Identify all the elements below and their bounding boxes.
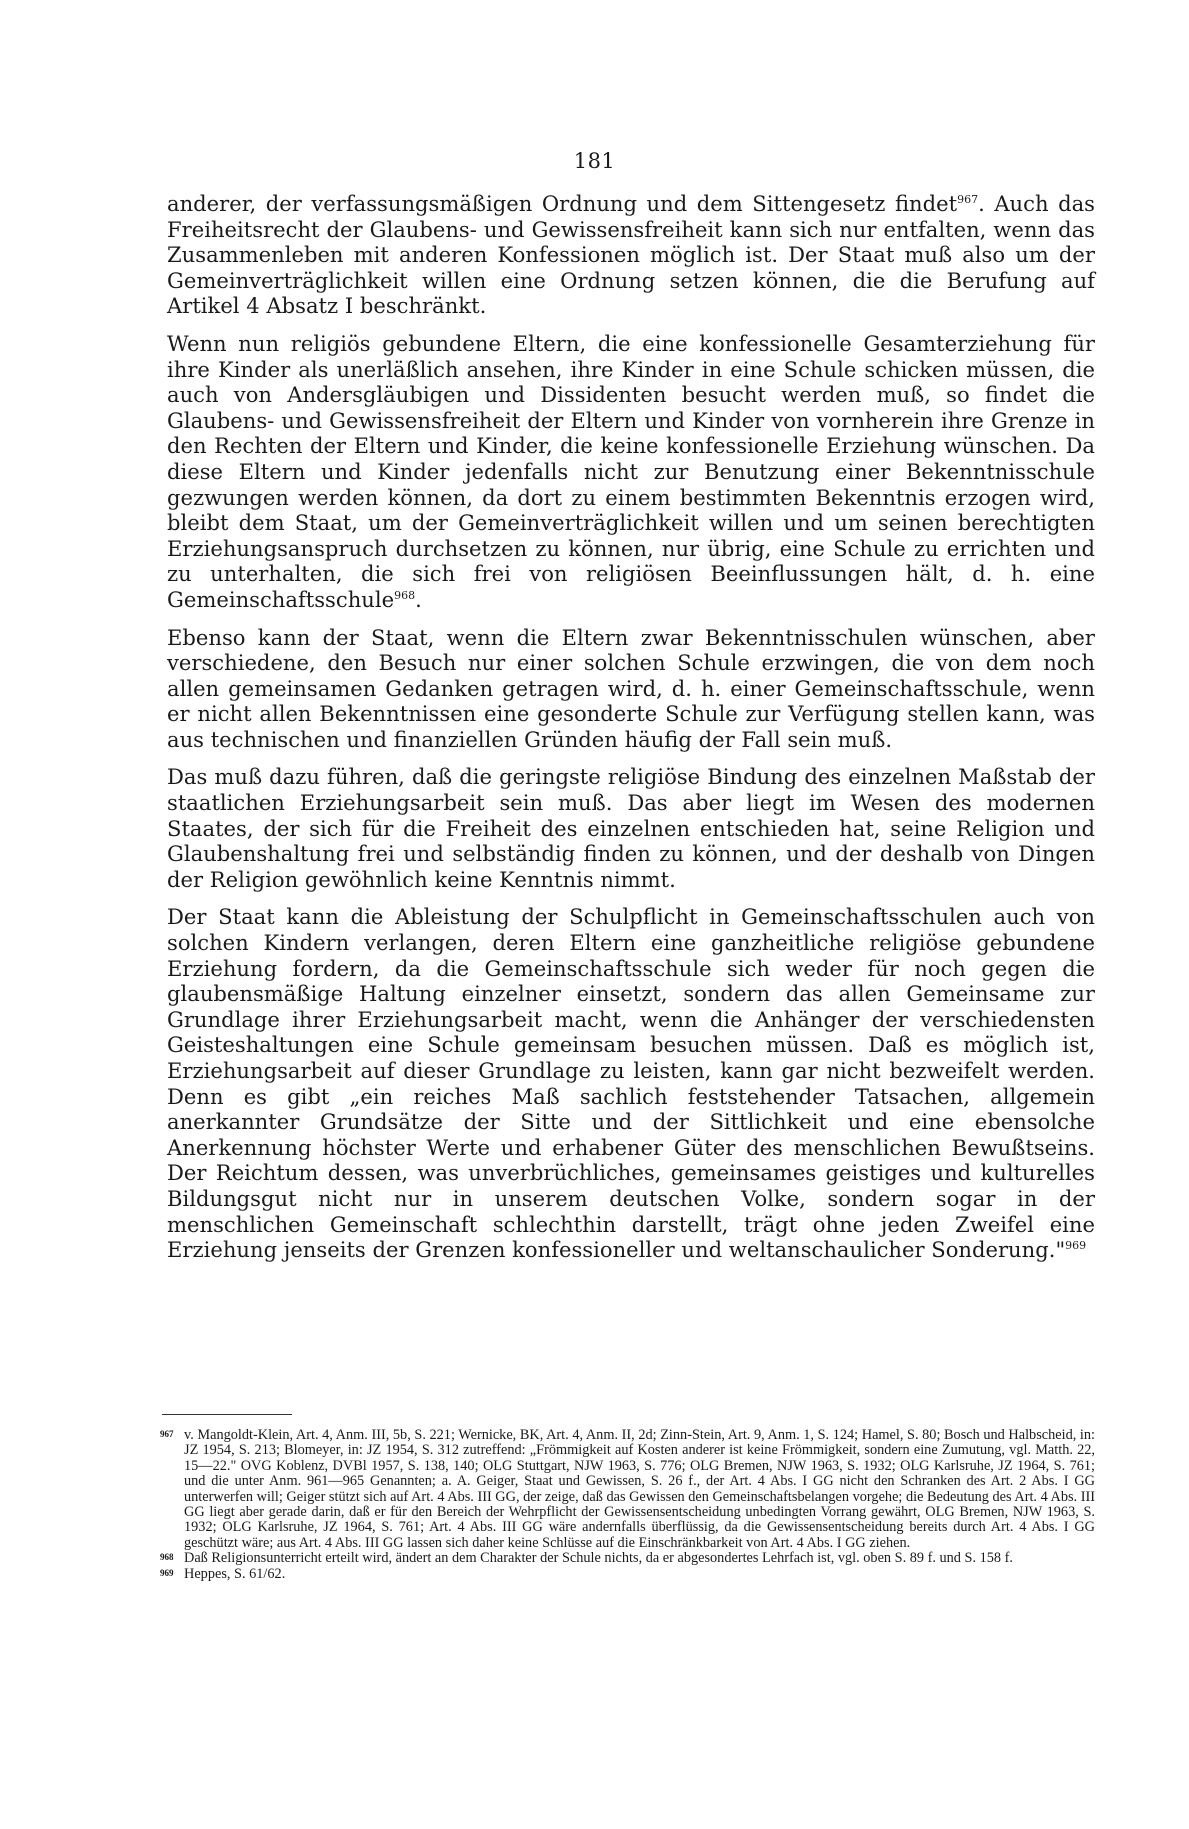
paragraph-5 — [167, 904, 1095, 1262]
paragraph-text: Das muß dazu führen, daß die geringste religiöse Bindung des einzelnen Maßstab der staatlichen Erziehungsarbeit sein muß. Das aber liegt im Wesen des modernen Staates, der sich für die Freiheit des einzelnen entschieden hat, seine Religion und Glaubenshaltung frei und selbständig finden zu können, und der deshalb von Dingen der Religion gewöhnlich keine Kenntnis nimmt. — [167, 764, 1095, 892]
footnote-reference: 968 — [394, 588, 416, 602]
footnote-969 — [160, 1567, 1095, 1582]
footnote-number: 969 — [160, 1567, 174, 1578]
paragraph-text: anderer, der verfassungsmäßigen Ordnung und dem Sittengesetz findet — [167, 191, 958, 216]
footnote-text: v. Mangoldt-Klein, Art. 4, Anm. III, 5b, S. 221; Wernicke, BK, Art. 4, Anm. II, 2d; Zinn-Stein, Art. 9, Anm. 1, S. 124; Hamel, S. 80; Bosch und Halbscheid, in: JZ 1954, S. 213; Blomeyer, in: JZ 1954, S. 312 zutreffend: „Frömmigkeit auf Kosten anderer ist keine Frömmigkeit, sondern eine Zumutung, vgl. Matth. 22, 15—22." OVG Koblenz, DVBl 1957, S. 138, 140; OLG Stuttgart, NJW 1963, S. 776; OLG Bremen, NJW 1963, S. 1932; OLG Karlsruhe, JZ 1964, S. 761; und die unter Anm. 961—965 Genannten; a. A. Geiger, Staat und Gewissen, S. 26 f., der Art. 4 Abs. I GG nicht den Schranken des Art. 2 Abs. I GG unterwerfen will; Geiger stützt sich auf Art. 4 Abs. III GG, der zeige, daß das Gewissen den Gemeinschaftsbelangen vorgehe; die Bedeutung des Art. 4 Abs. III GG liegt aber gerade darin, daß er für den Bereich der Wehrpflicht der Gewissensentscheidung unbedingten Vorrang gewährt, OLG Bremen, NJW 1963, S. 1932; OLG Karlsruhe, JZ 1964, S. 761; Art. 4 Abs. III GG wäre andernfalls überflüssig, da die Gewissensentscheidung bereits durch Art. 4 Abs. I GG geschützt wäre; aus Art. 4 Abs. III GG lassen sich daher keine Schlüsse auf die Einschränkbarkeit von Art. 4 Abs. I GG ziehen. — [184, 1427, 1095, 1551]
footnote-divider — [162, 1414, 292, 1415]
paragraph-2 — [167, 331, 1095, 613]
paragraph-text: Wenn nun religiös gebundene Eltern, die eine konfessionelle Gesamterziehung für ihre Kinder als unerläßlich ansehen, ihre Kinder in eine Schule schicken müssen, die auch von Andersgläubigen und Dissidenten besucht werden muß, so findet die Glaubens- und Gewissensfreiheit der Eltern und Kinder von vornherein ihre Grenze in den Rechten der Eltern und Kinder, die keine konfessionelle Erziehung wünschen. Da diese Eltern und Kinder jedenfalls nicht zur Benutzung einer Bekenntnisschule gezwungen werden können, da dort zu einem bestimmten Bekenntnis erzogen wird, bleibt dem Staat, um der Gemeinverträglichkeit willen und um seinen berechtigten Erziehungsanspruch durchsetzen zu können, nur übrig, eine Schule zu errichten und zu unterhalten, die sich frei von religiösen Beeinflussungen hält, d. h. eine Gemeinschaftsschule — [167, 330, 1095, 612]
footnote-reference: 967 — [957, 193, 979, 206]
main-text — [167, 191, 1095, 1275]
paragraph-4 — [167, 764, 1095, 892]
footnote-number: 967 — [160, 1429, 174, 1439]
footnote-text: Heppes, S. 61/62. — [184, 1565, 286, 1582]
paragraph-text: Der Staat kann die Ableistung der Schulpflicht in Gemeinschaftsschulen auch von solchen Kindern verlangen, deren Eltern eine ganzheitliche religiöse gebundene Erziehung fordern, da die Gemeinschaftsschule sich weder für noch gegen die glaubensmäßige Haltung einzelner einsetzt, sondern das allen Gemeinsame zur Grundlage ihrer Erziehungsarbeit macht, wenn die Anhänger der verschiedensten Geisteshaltungen eine Schule gemeinsam besuchen müssen. Daß es möglich ist, Erziehungsarbeit auf dieser Grundlage zu leisten, kann gar nicht bezweifelt werden. Denn es gibt „ein reiches Maß sachlich feststehender Tatsachen, allgemein anerkannter Grundsätze der Sitte und der Sittlichkeit und eine ebensolche Anerkennung höchster Werte und erhabener Güter des menschlichen Bewußtseins. Der Reichtum dessen, was unverbrüchliches, gemeinsames geistiges und kulturelles Bildungsgut nicht nur in unserem deutschen Volke, sondern sogar in der menschlichen Gemeinschaft schlechthin darstellt, trägt ohne jeden Zweifel eine Erziehung jenseits der Grenzen konfessioneller und weltanschaulicher Sonderung." — [167, 904, 1095, 1263]
paragraph-1 — [167, 191, 1095, 319]
footnote-text: Daß Religionsunterricht erteilt wird, ändert an dem Charakter der Schule nichts, da er abgesondertes Lehrfach ist, vgl. oben S. 89 f. und S. 158 f. — [184, 1550, 1013, 1567]
footnote-967 — [160, 1428, 1095, 1551]
paragraph-text-after: . Auch das Freiheitsrecht der Glaubens- und Gewissensfreiheit kann sich nur entfalten, wenn das Zusammenleben mit anderen Konfessionen möglich ist. Der Staat muß also um der Gemeinverträglichkeit willen eine Ordnung setzen können, die die Berufung auf Artikel 4 Absatz I beschränkt. — [167, 191, 1095, 319]
paragraph-text-after: . — [415, 586, 422, 612]
footnote-number: 968 — [160, 1552, 174, 1563]
page-number: 181 — [573, 149, 616, 173]
footnotes — [160, 1428, 1095, 1582]
paragraph-3 — [167, 625, 1095, 753]
paragraph-text: Ebenso kann der Staat, wenn die Eltern zwar Bekenntnisschulen wünschen, aber verschiedene, den Besuch nur einer solchen Schule erzwingen, die von dem noch allen gemeinsamen Gedanken getragen wird, d. h. einer Gemeinschaftsschule, wenn er nicht allen Bekenntnissen eine gesonderte Schule zur Verfügung stellen kann, was aus technischen und finanziellen Gründen häufig der Fall sein muß. — [167, 624, 1095, 752]
footnote-reference: 969 — [1065, 1239, 1087, 1253]
footnote-968 — [160, 1551, 1095, 1566]
